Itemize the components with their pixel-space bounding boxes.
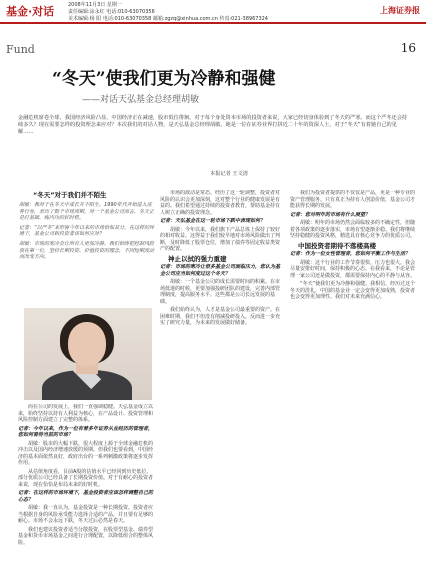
article-headline: “冬天”使我们更为冷静和强健 — [52, 69, 276, 89]
article-lead: 金融危机席卷全球，我国经济风险凸显，中国经济正在减速，股市低位徘徊。对于每个身处资本市场的投资者来说，大家已经切身体验到了冬天的严寒。而这个严冬还会持续多久？现在需要怎样的投资理念来应对？本次我们的对话人物，是天弘基金总经理胡敏。她是一位在证券业界打拼近二十年的资深人士，对于“冬天”有着她自己的见解…… — [18, 115, 408, 136]
page-header — [0, 0, 426, 24]
article-subhead: ——对话天弘基金总经理胡敏 — [82, 95, 200, 105]
article-byline: 本报记者 王文清 — [210, 171, 248, 177]
portrait-photo — [24, 308, 152, 400]
article-paragraph: 胡敏：一个基金公司的成长需要时间的积累。在市场低迷的时候，更要加强投研团队的建设，完善内部管理制度，提高服务水平。这些都是公司长远发展的基础。 — [160, 279, 281, 305]
header-meta — [68, 2, 268, 23]
sidebar-textbox — [19, 190, 155, 302]
article-paragraph: 而在公司的发展上，我们一直强调稳健。天弘基金成立以来，始终坚持以持有人利益为核心，在产品设计、投资管理和风险控制方面建立了完整的体系。 — [18, 404, 154, 423]
interview-question: 记者：天弘基金在这一轮市场下跌中表现如何？ — [160, 218, 266, 224]
textbox-paragraph: 胡敏：我对于在冬天中成长并不陌生。1990年代开始进入证券行业，亲历了数个市场周期。对一个基金公司而言，冬天正是打基础、练内功的好时机。 — [19, 202, 155, 222]
meta-date: 2008年11月3日 星期一 — [68, 2, 122, 8]
section-heading: 神止以拭的强力重建 — [168, 254, 227, 263]
section-name: 基金·对话 — [6, 5, 55, 18]
meta-editor: 责任编辑:涂永红 电话:010-63070356 — [68, 9, 155, 15]
article-paragraph: “冬天”使我们更为冷静和强健。我相信，经历过这个冬天的洗礼，中国的基金业一定会变得更加成熟，投资者也会变得更加理性。我们对未来充满信心。 — [290, 281, 416, 300]
article-paragraph: 胡敏：明年的市场仍然会面临较多的不确定性，但随着各项政策的逐步落实，市场有望逐渐企稳。我们将继续坚持稳健的投资风格，精选具有核心竞争力的优质公司。 — [290, 220, 416, 239]
article-paragraph: 胡敏：今年以来，我们旗下产品总体上保持了较好的相对收益。这得益于我们较早地对市场风险做出了判断，及时降低了股票仓位，增加了债券等固定收益类资产的配置。 — [160, 226, 281, 252]
interview-question: 记者：在这样的市场环境下，基金投资者应该怎样调整自己的心态？ — [18, 490, 154, 503]
article-column-4 — [290, 190, 416, 572]
interview-question: 记者：今年以来，作为一位有着多年证券从业经历的管理者，您如何看待当前的市场？ — [18, 425, 154, 438]
textbox-title: “冬天”对于我们并不陌生 — [33, 191, 107, 199]
article-paragraph: 我们为投资者提供的不仅仅是产品，更是一种专业的资产管理服务。只有真正为持有人创造价值，基金公司才能获得长期的发展。 — [290, 190, 416, 209]
article-column-3 — [160, 190, 284, 572]
article-paragraph: 我们始终认为，人才是基金公司最重要的资产。在困难时期，我们不但没有削减投研投入，反而进一步充实了研究力量，为未来的发展做好储备。 — [160, 307, 281, 326]
textbox-paragraph: 记者：“以严冬”来形容今年以来的市场恰如其分，在这样的环境下，基金公司和投资者该如何应对？ — [19, 224, 155, 238]
article-paragraph: 胡敏：这个行业的工作节奏很快，压力也很大。我会尽量安排好时间，保持积极的心态。在我看来，不论是管理一家公司还是做投资，都需要保持内心的平静与从容。 — [290, 259, 416, 279]
article-paragraph: 胡敏：我一直认为，基金投资是一种长期投资。投资者应当根据自身的风险承受能力选择合适的产品，并且要有足够的耐心。市场不会永远下跌，冬天过后必然是春天。 — [18, 505, 154, 524]
article-paragraph: 从估值角度看，目前A股的估值水平已经回到历史低位，部分优质公司已经具备了长期投资价值。对于有耐心的投资者来说，现在恰恰是布局未来的好时机。 — [18, 468, 154, 488]
meta-contact: 美术编辑:杨 阳 电话:010-63070358 邮箱:zgzq@xinhua.com.cn 传真:021-38967324 — [68, 16, 268, 22]
article-paragraph: 市场的波动是常态。经历了这一轮调整，投资者对风险的认识会更加深刻，这对整个行业的健康发展是有益的。我们希望通过持续的投资者教育，帮助基金持有人树立正确的投资理念。 — [160, 190, 281, 216]
interview-question: 记者：市场的寒冷让很多基金公司面临压力，您认为基金公司应当如何度过这个冬天？ — [160, 264, 281, 277]
interview-question: 记者：作为一位女性管理者，您如何平衡工作与生活？ — [290, 251, 411, 257]
interview-question: 记者：您对明年的市场有什么展望？ — [290, 211, 371, 218]
textbox-paragraph: 胡敏：市场的寒冷会让所有人更加冷静。我们始终把控制风险放在第一位，坚持长期投资、价值投资的理念，不因短期波动而改变方向。 — [19, 240, 155, 261]
fund-label: Fund — [6, 43, 35, 56]
article-column-2 — [18, 404, 154, 572]
newspaper-name: 上海证券报 — [380, 5, 420, 15]
section-heading: 中国投资者期待不落楼高楼 — [298, 241, 376, 250]
page-number: 16 — [400, 41, 416, 55]
photo-face — [68, 322, 106, 366]
article-paragraph: 胡敏：股市的大幅下跌，很大程度上源于全球金融危机的冲击以及国内经济增速放缓的预期。但我们也要看到，中国经济的基本面依然良好，政府出台的一系列刺激政策将逐步发挥作用。 — [18, 440, 154, 466]
article-paragraph: 我们也建议投资者适当分散投资，在股票型基金、债券型基金和货币市场基金之间进行合理配置，以降低组合的整体风险。 — [18, 526, 154, 546]
